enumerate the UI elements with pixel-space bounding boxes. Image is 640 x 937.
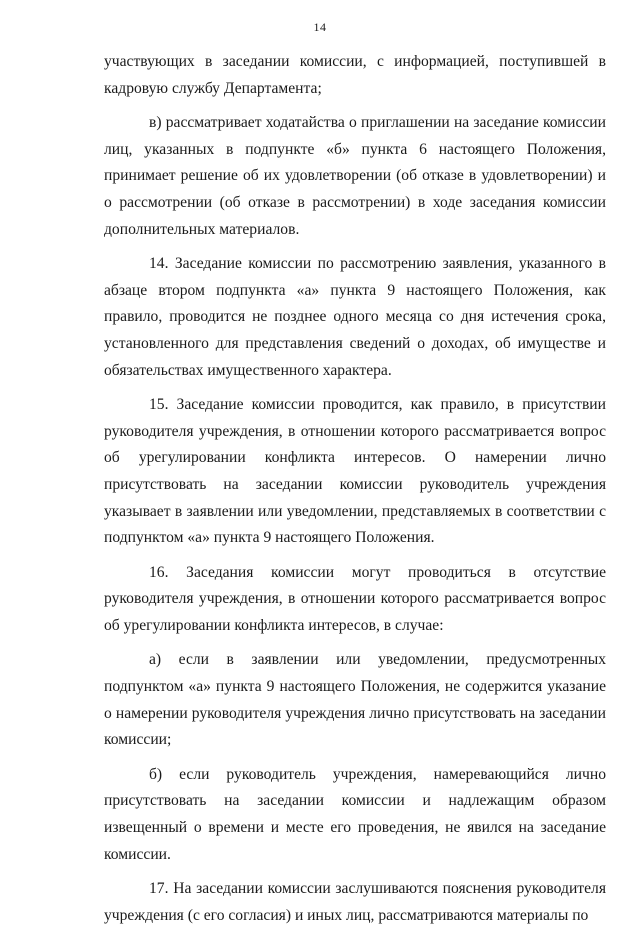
paragraph-item-17: 17. На заседании комиссии заслушиваются пояснения руководителя учреждения (с его согласия) и иных лиц, рассматриваются материалы по [104,880,606,924]
paragraph-item-14: 14. Заседание комиссии по рассмотрению заявления, указанного в абзаце втором подпункта «а» пункта 9 настоящего Положения, как правило, проводится не позднее одного месяца со дня истечения срока, установленного для представления сведений о доходах, об имуществе и обязательствах имущественного характера. [104,255,606,379]
paragraph-subitem-v: в) рассматривает ходатайства о приглашении на заседание комиссии лиц, указанных в подпункте «б» пункта 6 настоящего Положения, принимает решение об их удовлетворении (об отказе в удовлетворении) и о рассмотрении (об отказе в рассмотрении) в ходе заседания комиссии дополнительных материалов. [104,114,606,238]
page-number: 14 [313,20,327,34]
paragraph-item-16: 16. Заседания комиссии могут проводиться в отсутствие руководителя учреждения, в отношении которого рассматривается вопрос об урегулировании конфликта интересов, в случае: [104,563,606,634]
paragraph-continuation: участвующих в заседании комиссии, с информацией, поступившей в кадровую службу Департамента; [104,53,606,97]
paragraph-subitem-a: а) если в заявлении или уведомлении, предусмотренных подпунктом «а» пункта 9 настоящего Положения, не содержится указание о намерении руководителя учреждения лично присутствовать на заседании комиссии; [104,651,606,749]
paragraph-item-15: 15. Заседание комиссии проводится, как правило, в присутствии руководителя учреждения, в отношении которого рассматривается вопрос об урегулировании конфликта интересов. О намерении лично присутствовать на заседании комиссии руководитель учреждения указывает в заявлении или уведомлении, представляемых в соответствии с подпунктом «а» пункта 9 настоящего Положения. [104,396,606,547]
paragraph-subitem-b: б) если руководитель учреждения, намеревающийся лично присутствовать на заседании комиссии и надлежащим образом извещенный о времени и месте его проведения, не явился на заседание комиссии. [104,765,606,863]
document-body [104,49,606,937]
